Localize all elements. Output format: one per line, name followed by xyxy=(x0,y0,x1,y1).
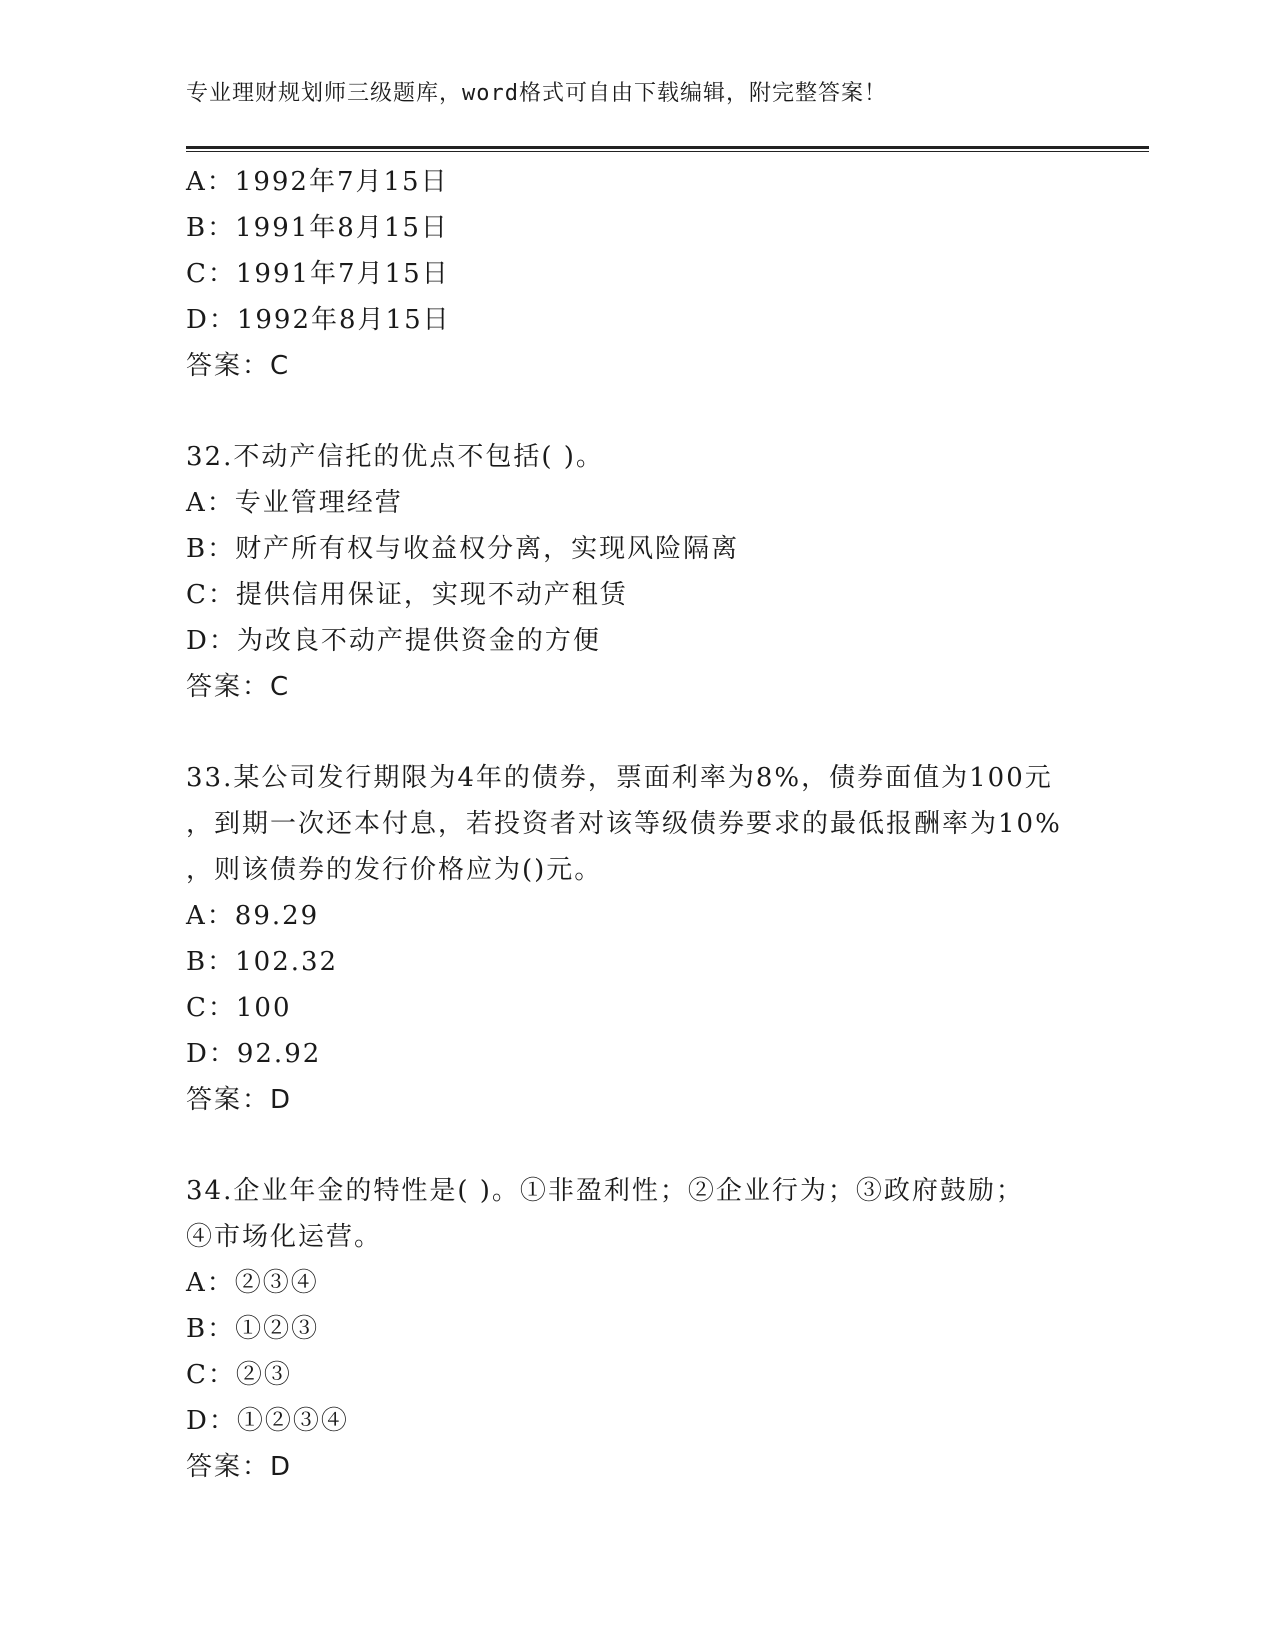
header-rule-thick xyxy=(186,146,1149,149)
question-block xyxy=(186,755,1116,1123)
option-c: C：100 xyxy=(186,993,292,1023)
option-a: A：89.29 xyxy=(186,901,320,931)
option-a: A：专业管理经营 xyxy=(186,488,403,518)
spacer xyxy=(186,1123,1116,1168)
option-b: B：1991年8月15日 xyxy=(186,213,449,243)
question-block xyxy=(186,1168,1116,1490)
question-stem: 32.不动产信托的优点不包括( )。 xyxy=(186,442,604,472)
option-d: D：①②③④ xyxy=(186,1406,349,1436)
spacer xyxy=(186,389,1116,434)
spacer xyxy=(186,710,1116,755)
question-stem: 34.企业年金的特性是( )。①非盈利性；②企业行为；③政府鼓励； xyxy=(186,1176,1024,1206)
question-block xyxy=(186,159,1116,389)
question-stem: ，到期一次还本付息，若投资者对该等级债券要求的最低报酬率为10% xyxy=(186,809,1062,839)
option-c: C：②③ xyxy=(186,1360,292,1390)
question-block xyxy=(186,434,1116,710)
option-b: B：财产所有权与收益权分离，实现风险隔离 xyxy=(186,534,740,564)
option-c: C：1991年7月15日 xyxy=(186,259,450,289)
option-a: A：1992年7月15日 xyxy=(186,167,449,197)
answer: 答案：D xyxy=(186,1452,293,1482)
question-content xyxy=(186,159,1116,1490)
answer: 答案：C xyxy=(186,672,291,702)
question-stem: ④市场化运营。 xyxy=(186,1222,383,1252)
question-stem: 33.某公司发行期限为4年的债券，票面利率为8%，债券面值为100元 xyxy=(186,763,1053,793)
page-header: 专业理财规划师三级题库，word格式可自由下载编辑，附完整答案！ xyxy=(186,81,887,106)
option-d: D：1992年8月15日 xyxy=(186,305,451,335)
option-c: C：提供信用保证，实现不动产租赁 xyxy=(186,580,628,610)
option-a: A：②③④ xyxy=(186,1268,319,1298)
answer: 答案：C xyxy=(186,351,291,381)
option-b: B：①②③ xyxy=(186,1314,320,1344)
answer: 答案：D xyxy=(186,1085,293,1115)
header-rule-thin xyxy=(186,151,1149,152)
option-d: D：为改良不动产提供资金的方便 xyxy=(186,626,601,656)
option-b: B：102.32 xyxy=(186,947,339,977)
option-d: D：92.92 xyxy=(186,1039,322,1069)
question-stem: ，则该债券的发行价格应为()元。 xyxy=(186,855,603,885)
